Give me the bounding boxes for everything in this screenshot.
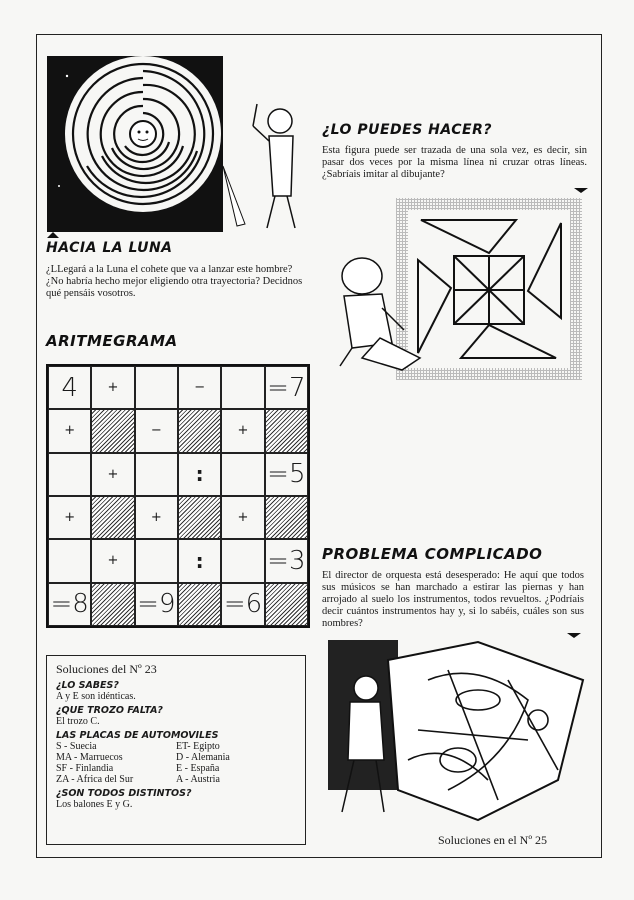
grid-operator: + xyxy=(107,553,119,569)
plate-item: ZA - Africa del Sur xyxy=(56,774,134,785)
grid-operator: + xyxy=(150,510,162,526)
grid-number: =3 xyxy=(267,545,306,576)
grid-cell xyxy=(91,409,134,452)
solution-title: LAS PLACAS DE AUTOMOVILES xyxy=(56,730,219,741)
grid-cell[interactable] xyxy=(135,539,178,582)
plates-list xyxy=(56,741,296,785)
grid-cell xyxy=(221,496,264,539)
puzzle-text: Esta figura puede ser trazada de una sola vez, es decir, sin pasar dos veces por la misma línea ni cruzar otras líneas. ¿Sabríais imitar al dibujante? xyxy=(322,145,587,180)
plate-item: MA - Marruecos xyxy=(56,752,123,763)
grid-operator: + xyxy=(64,510,76,526)
boy-drawing-illustration xyxy=(322,248,422,374)
grid-cell xyxy=(48,409,91,452)
aritmegrama-grid xyxy=(46,364,310,628)
plate-item: S - Suecia xyxy=(56,741,97,752)
arrow-up-icon xyxy=(47,232,59,238)
grid-cell xyxy=(178,453,221,496)
maze-text: ¿LLegará a la Luna el cohete que va a lanzar este hombre? ¿No habría hecho mejor eligiendo otra trayectoria? Decidnos qué pensáis vosotros. xyxy=(46,264,303,299)
grid-operator: : xyxy=(195,548,204,573)
grid-cell[interactable] xyxy=(135,453,178,496)
grid-cell[interactable] xyxy=(221,366,264,409)
grid-number: 4 xyxy=(61,372,78,403)
grid-number: =8 xyxy=(50,589,89,620)
maze-illustration xyxy=(47,56,301,232)
grid-cell[interactable] xyxy=(221,453,264,496)
grid-cell xyxy=(265,496,308,539)
grid-cell xyxy=(48,496,91,539)
grid-cell xyxy=(91,453,134,496)
grid-cell xyxy=(178,583,221,626)
moon-maze-drawing xyxy=(47,56,301,232)
grid-cell xyxy=(48,583,91,626)
grid-cell xyxy=(265,583,308,626)
grid-operator: + xyxy=(64,423,76,439)
grid-cell xyxy=(135,409,178,452)
grid-cell xyxy=(48,366,91,409)
solution-text: El trozo C. xyxy=(56,716,100,727)
grid-operator: − xyxy=(150,423,162,439)
grid-cell xyxy=(178,496,221,539)
grid-cell xyxy=(265,366,308,409)
grid-cell[interactable] xyxy=(135,366,178,409)
maze-title: HACIA LA LUNA xyxy=(46,240,173,256)
pinwheel-figure xyxy=(396,198,582,380)
aritmegrama-title: ARITMEGRAMA xyxy=(46,332,178,350)
solutions-box xyxy=(46,655,306,845)
plate-item: A - Austria xyxy=(176,774,220,785)
plate-item: E - España xyxy=(176,763,220,774)
grid-number: =9 xyxy=(137,589,176,620)
grid-number: =6 xyxy=(223,589,263,620)
problema-title: PROBLEMA COMPLICADO xyxy=(322,545,543,563)
grid-cell xyxy=(135,583,178,626)
grid-operator: − xyxy=(194,380,206,396)
arrow-down-icon xyxy=(567,633,581,638)
solution-title: ¿QUE TROZO FALTA? xyxy=(56,705,163,716)
grid-cell xyxy=(91,496,134,539)
problema-text: El director de orquesta está desesperado: He aquí que todos sus músicos se han marchado a estirar las piernas y han arrojado al suelo los instrumentos, todos revueltos. ¿Podríais decir cuántos instrumentos hay y, si lo sabéis, cuáles son sus nombres? xyxy=(322,570,584,629)
grid-number: =5 xyxy=(267,459,306,490)
grid-cell xyxy=(265,539,308,582)
grid-operator: : xyxy=(195,462,204,487)
grid-cell xyxy=(135,496,178,539)
instruments-illustration xyxy=(328,640,586,822)
grid-cell xyxy=(91,366,134,409)
grid-cell xyxy=(178,539,221,582)
plate-item: SF - Finlandia xyxy=(56,763,114,774)
grid-cell[interactable] xyxy=(48,453,91,496)
grid-cell[interactable] xyxy=(221,539,264,582)
grid-cell xyxy=(178,409,221,452)
solution-text: A y E son idénticas. xyxy=(56,691,136,702)
footer-note: Soluciones en el Nº 25 xyxy=(438,833,548,847)
grid-cell xyxy=(91,583,134,626)
grid-operator: + xyxy=(237,423,249,439)
grid-operator: + xyxy=(107,380,119,396)
solutions-header: Soluciones del Nº 23 xyxy=(56,662,157,676)
grid-cell xyxy=(265,409,308,452)
grid-operator: + xyxy=(237,510,249,526)
grid-cell xyxy=(91,539,134,582)
arrow-down-icon xyxy=(574,188,588,193)
grid-cell xyxy=(221,583,264,626)
grid-cell xyxy=(265,453,308,496)
grid-cell xyxy=(221,409,264,452)
solution-title: ¿SON TODOS DISTINTOS? xyxy=(56,788,192,799)
grid-number: =7 xyxy=(267,372,306,403)
plate-item: D - Alemania xyxy=(176,752,230,763)
grid-cell[interactable] xyxy=(48,539,91,582)
grid-operator: + xyxy=(107,466,119,482)
plate-item: ET- Egipto xyxy=(176,741,220,752)
grid-cell xyxy=(178,366,221,409)
puzzle-title: ¿LO PUEDES HACER? xyxy=(322,122,493,138)
solution-text: Los balones E y G. xyxy=(56,799,133,810)
solution-title: ¿LO SABES? xyxy=(56,680,119,691)
dotted-panel xyxy=(396,198,582,380)
